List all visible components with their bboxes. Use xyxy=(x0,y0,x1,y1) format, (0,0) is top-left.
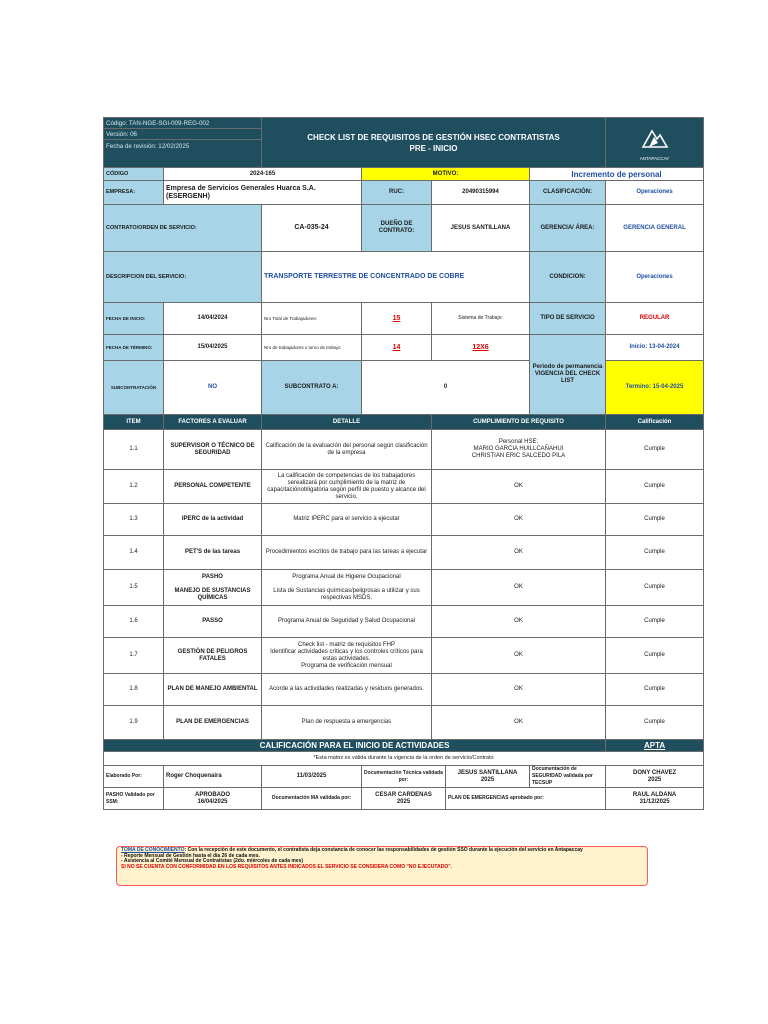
empresa-value: Empresa de Servicios Generales Huarca S.A. (ESERGENH) xyxy=(164,181,362,205)
item-number: 1.2 xyxy=(104,470,164,504)
title-line-2: PRE - INICIO xyxy=(409,143,458,153)
condicion-value: Operaciones xyxy=(606,252,704,303)
factor-cell: GESTIÓN DE PELIGROS FATALES xyxy=(164,638,262,674)
condicion-label: CONDICION: xyxy=(530,252,606,303)
calificacion-cell: Cumple xyxy=(606,504,704,536)
item-number: 1.3 xyxy=(104,504,164,536)
doc-title xyxy=(262,118,606,168)
item-number: 1.4 xyxy=(104,536,164,570)
detalle-cell: Check list - matriz de requisitos FHP Identificar actividades críticas y los controles críticos para estas actividades. Programa de verificación mensual xyxy=(262,638,432,674)
fecha-inicio-label: FECHA DE INICIO: xyxy=(104,303,164,335)
doc-code: Código: TAN-NGE-SGI-009-REG-002 xyxy=(104,118,262,129)
cumplimiento-cell: OK xyxy=(432,674,606,706)
subcontrato-value: 0 xyxy=(362,361,530,415)
title-line-1: CHECK LIST DE REQUISITOS DE GESTIÓN HSEC CONTRATISTAS xyxy=(307,132,560,142)
item-number: 1.8 xyxy=(104,674,164,706)
notes-line-3: - Asistencia al Comité Mensual de Contratistas (2do. miércoles de cada mes) xyxy=(121,858,304,865)
item-number: 1.6 xyxy=(104,606,164,638)
subcontratacion-value: NO xyxy=(164,361,262,415)
detalle-cell: Matriz IPERC para el servicio a ejecutar xyxy=(262,504,432,536)
detalle-cell: La calificación de competencias de los trabajadores serealizará por cumplimiento de la matriz de capacitaciónobligatoria según perfil de puesto y alcance del servicio. xyxy=(262,470,432,504)
detalle-cell: Programa Anual de Seguridad y Salud Ocupacional xyxy=(262,606,432,638)
plan-emerg-label: PLAN DE EMERGENCIAS aprobado por: xyxy=(446,788,606,810)
tipo-servicio-value: REGULAR xyxy=(606,303,704,335)
header-col-4: Calificación xyxy=(606,415,704,430)
descripcion-label: DESCRIPCION DEL SERVICIO: xyxy=(104,252,262,303)
nro-turno-value: 14 xyxy=(362,335,432,361)
fecha-termino-value: 15/04/2025 xyxy=(164,335,262,361)
tipo-servicio-label: TIPO DE SERVICIO xyxy=(530,303,606,335)
cumplimiento-cell: OK xyxy=(432,606,606,638)
doc-revision-date: Fecha de revisión: 12/02/2025 xyxy=(104,140,262,168)
notes-line-4: SI NO SE CUENTA CON CONFORMIDAD EN LOS REQUISITOS ANTES INDICADOS EL SERVICIO SE CONSIDERA COMO "NO EJECUTADO". xyxy=(121,863,452,870)
empresa-label: EMPRESA: xyxy=(104,181,164,205)
item-number: 1.5 xyxy=(104,570,164,606)
elaborado-fecha: 11/03/2025 xyxy=(262,766,362,788)
calificacion-cell: Cumple xyxy=(606,706,704,740)
ruc-label: RUC: xyxy=(362,181,432,205)
pasho-label: PASHO Validado por SSM: xyxy=(104,788,164,810)
toma-label: TOMA DE CONOCIMIENTO xyxy=(121,847,185,853)
antapaccay-logo-icon xyxy=(625,125,685,159)
factor-cell: PASSO xyxy=(164,606,262,638)
motivo-value: Incremento de personal xyxy=(530,168,704,181)
checklist-sheet xyxy=(103,117,703,810)
termino-value: Termino: 15-04-2025 xyxy=(606,361,704,415)
clasificacion-label: CLASIFICACIÓN: xyxy=(530,181,606,205)
sistema-label: Sistema de Trabajo: xyxy=(432,303,530,335)
inicio-value: Inicio: 13-04-2024 xyxy=(606,335,704,361)
cumplimiento-cell: OK xyxy=(432,706,606,740)
header-col-1: FACTORES A EVALUAR xyxy=(164,415,262,430)
fecha-inicio-value: 14/04/2024 xyxy=(164,303,262,335)
sistema-value: 12X6 xyxy=(432,335,530,361)
detalle-cell: Acorde a las actividades realizadas y residuos generados. xyxy=(262,674,432,706)
cumplimiento-cell: OK xyxy=(432,536,606,570)
table-row xyxy=(104,504,704,536)
table-row xyxy=(104,674,704,706)
doc-tecnica-value: JESUS SANTILLANA 2025 xyxy=(446,766,530,788)
contrato-value: CA-035-24 xyxy=(262,205,362,252)
calificacion-cell: Cumple xyxy=(606,638,704,674)
dueno-label: DUEÑO DE CONTRATO: xyxy=(362,205,432,252)
descripcion-value: TRANSPORTE TERRESTRE DE CONCENTRADO DE COBRE xyxy=(262,252,530,303)
cumplimiento-cell: OK xyxy=(432,470,606,504)
cumplimiento-cell: OK xyxy=(432,570,606,606)
item-number: 1.7 xyxy=(104,638,164,674)
periodo-label: Periodo de permanencia VIGENCIA DEL CHECK LIST xyxy=(530,335,606,415)
factor-cell: PASHO MANEJO DE SUSTANCIAS QUÍMICAS xyxy=(164,570,262,606)
cumplimiento-cell: Personal HSE: MARIO GARCIA HUILLCAÑAHUI CHRISTIAN ERIC SALCEDO PILA xyxy=(432,430,606,470)
calificacion-cell: Cumple xyxy=(606,570,704,606)
notes-line-2: - Reporte Mensual de Gestión hasta el día 26 de cada mes. xyxy=(121,852,260,859)
table-row xyxy=(104,606,704,638)
fecha-termino-label: FECHA DE TÉRMINO: xyxy=(104,335,164,361)
doc-version: Versión: 06 xyxy=(104,129,262,140)
nro-total-label: Nro Total de Trabajadores: xyxy=(262,303,362,335)
table-row xyxy=(104,470,704,504)
factor-cell: PLAN DE EMERGENCIAS xyxy=(164,706,262,740)
company-logo xyxy=(606,118,704,168)
cumplimiento-cell: OK xyxy=(432,504,606,536)
table-row xyxy=(104,430,704,470)
doc-seguridad-label: Documentación de SEGURIDAD validada por TECSUP xyxy=(530,766,606,788)
header-col-0: ITEM xyxy=(104,415,164,430)
items-table xyxy=(103,414,704,740)
elaborado-label: Elaborado Por: xyxy=(104,766,164,788)
detalle-cell: Procedimientos escritos de trabajo para las tareas a ejecutar xyxy=(262,536,432,570)
header-col-2: DETALLE xyxy=(262,415,432,430)
dueno-value: JESUS SANTILLANA xyxy=(432,205,530,252)
gerencia-value: GERENCIA GENERAL xyxy=(606,205,704,252)
result-label: CALIFICACIÓN PARA EL INICIO DE ACTIVIDADES xyxy=(104,740,606,752)
header-col-3: CUMPLIMIENTO DE REQUISITO xyxy=(432,415,606,430)
gerencia-label: GERENCIA/ ÁREA: xyxy=(530,205,606,252)
detalle-cell: Calificación de la evaluación del personal según clasificación de la empresa xyxy=(262,430,432,470)
factor-cell: IPERC de la actividad xyxy=(164,504,262,536)
checklist-table xyxy=(103,117,704,415)
table-row xyxy=(104,570,704,606)
item-number: 1.1 xyxy=(104,430,164,470)
signatures-table xyxy=(103,739,704,810)
calificacion-cell: Cumple xyxy=(606,536,704,570)
pasho-value: APROBADO 16/04/2025 xyxy=(164,788,262,810)
contrato-label: CONTRATO/ORDEN DE SERVICIO: xyxy=(104,205,262,252)
toma-text: : Con la recepción de este documento, el contratista deja constancia de conocer las responsabilidades de gestión SSO durante la ejecución del servicio en Antapaccay xyxy=(184,847,583,853)
factor-cell: SUPERVISOR O TÉCNICO DE SEGURIDAD xyxy=(164,430,262,470)
calificacion-cell: Cumple xyxy=(606,606,704,638)
subcontrato-label: SUBCONTRATO A: xyxy=(262,361,362,415)
ruc-value: 20490315994 xyxy=(432,181,530,205)
factor-cell: PLAN DE MANEJO AMBIENTAL xyxy=(164,674,262,706)
item-number: 1.9 xyxy=(104,706,164,740)
calificacion-cell: Cumple xyxy=(606,674,704,706)
subcontratacion-label: SUBCONTRATACIÓN xyxy=(104,361,164,415)
doc-ma-label: Documentación MA validada por: xyxy=(262,788,362,810)
table-row xyxy=(104,638,704,674)
cumplimiento-cell: OK xyxy=(432,638,606,674)
motivo-label: MOTIVO: xyxy=(362,168,530,181)
result-value: APTA xyxy=(606,740,704,752)
plan-emerg-value: RAUL ALDANA 31/12/2025 xyxy=(606,788,704,810)
detalle-cell: Programa Anual de Higiene Ocupacional Lista de Sustancias químicas/peligrosas a utilizar y sus respectivas MSDS. xyxy=(262,570,432,606)
elaborado-value: Roger Choquenaira xyxy=(164,766,262,788)
doc-ma-value: CESAR CARDENAS 2025 xyxy=(362,788,446,810)
result-note: *Esta matriz es válida durante la vigencia de la orden de servicio/Contrato xyxy=(104,752,704,766)
table-row xyxy=(104,706,704,740)
notes-box xyxy=(116,846,648,886)
nro-total-value: 15 xyxy=(362,303,432,335)
calificacion-cell: Cumple xyxy=(606,470,704,504)
calificacion-cell: Cumple xyxy=(606,430,704,470)
codigo-label: CÓDIGO xyxy=(104,168,164,181)
detalle-cell: Plan de respuesta a emergencias xyxy=(262,706,432,740)
logo-text: ANTAPACCAY xyxy=(639,155,670,161)
nro-turno-label: Nro de trabajadores x turno de trabajo: xyxy=(262,335,362,361)
factor-cell: PERSONAL COMPETENTE xyxy=(164,470,262,504)
doc-seguridad-value: DONY CHAVEZ 2025 xyxy=(606,766,704,788)
clasificacion-value: Operaciones xyxy=(606,181,704,205)
factor-cell: PET'S de las tareas xyxy=(164,536,262,570)
doc-tecnica-label: Documentación Técnica validada por: xyxy=(362,766,446,788)
table-row xyxy=(104,536,704,570)
codigo-value: 2024-165 xyxy=(164,168,362,181)
